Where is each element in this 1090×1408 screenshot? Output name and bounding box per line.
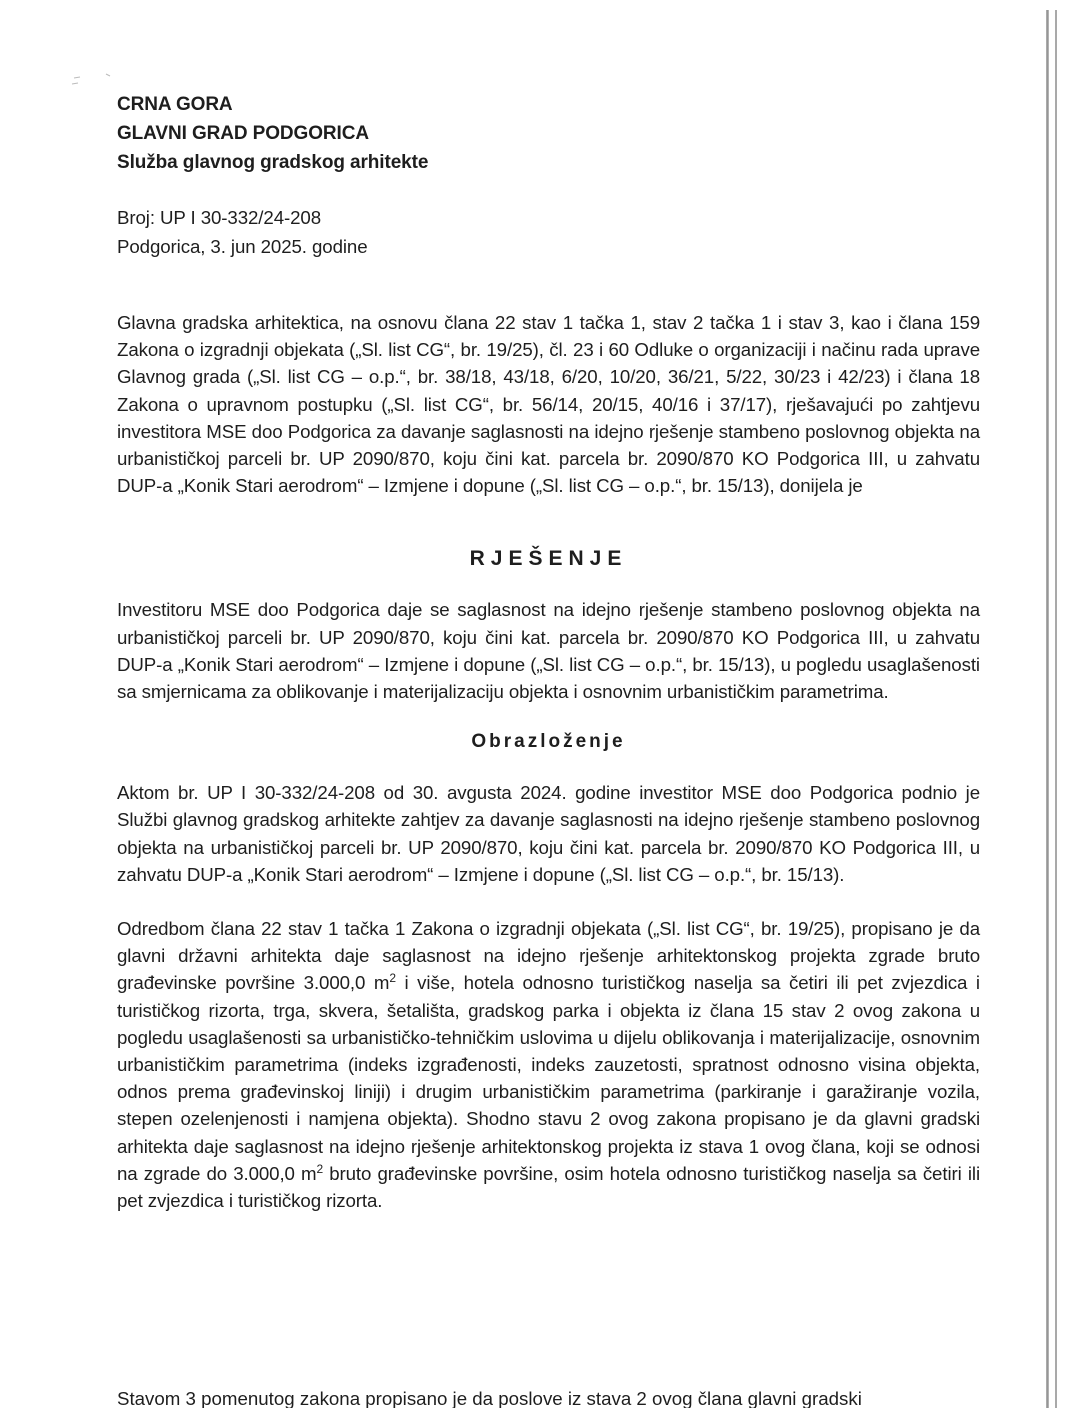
country-name: CRNA GORA <box>117 94 233 115</box>
intro-paragraph: Glavna gradska arhitektica, na osnovu člana 22 stav 1 tačka 1, stav 2 tačka 1 i stav 3, kao i člana 159 Zakona o izgradnji objekata („Sl. list CG“, br. 19/25), čl. 23 i 60 Odluke o organizaciji i načinu rada uprave Glavnog grada („Sl. list CG – o.p.“, br. 38/18, 43/18, 6/20, 10/20, 36/21, 5/22, 30/23 i 42/23) i člana 18 Zakona o upravnom postupku („Sl. list CG“, br. 56/14, 20/15, 40/16 i 37/17), rješavajući po zahtjevu investitora MSE doo Podgorica za davanje saglasnosti na idejno rješenje stambeno poslovnog objekta na urbanističkoj parceli br. UP 2090/870, koju čini kat. parcela br. 2090/870 KO Podgorica III, u zahvatu DUP-a „Konik Stari aerodrom“ – Izmjene i dopune („Sl. list CG – o.p.“, br. 15/13), donijela je <box>117 312 980 497</box>
scan-edge-line <box>1055 10 1057 1408</box>
decision-heading: RJEŠENJE <box>469 547 628 571</box>
reasoning-p2-part2: i više, hotela odnosno turističkog naselja sa četiri ili pet zvjezdica i turističkog rizorta, trga, skvera, šetališta, gradskog parka i objekta iz člana 15 stav 2 ovog zakona u pogledu usaglašenosti sa urbanističko-tehničkim uslovima u dijelu oblikovanja i materijalizacije, osnovnim urbanističkim parametrima (indeks izgrađenosti, indeks zauzetosti, spratnost odnosno visina objekta, odnos prema građevinskoj liniji) i drugim urbanističkim parametrima (parkiranje i garažiranje vozila, stepen ozelenjenosti i namjena objekta). Shodno stavu 2 ovog zakona propisano je da glavni gradski arhitekta daje saglasnost na idejno rješenje arhitektonskog projekta iz stava 1 ovog člana, koji se odnosi na zgrade do 3.000,0 m <box>117 972 980 1184</box>
scan-edge-shadow <box>1046 10 1049 1408</box>
document-page <box>117 90 980 1214</box>
case-number: Broj: UP I 30-332/24-208 <box>117 207 321 228</box>
document-meta <box>117 203 980 261</box>
document-date: Podgorica, 3. jun 2025. godine <box>117 236 368 257</box>
city-name: GLAVNI GRAD PODGORICA <box>117 123 369 144</box>
decision-paragraph: Investitoru MSE doo Podgorica daje se saglasnost na idejno rješenje stambeno poslovnog objekta na urbanističkoj parceli br. UP 2090/870, koju čini kat. parcela br. 2090/870 KO Podgorica III, u zahvatu DUP-a „Konik Stari aerodrom“ – Izmjene i dopune („Sl. list CG – o.p.“, br. 15/13), u pogledu usaglašenosti sa smjernicama za oblikovanje i materijalizaciju objekta i osnovnim urbanističkim parametrima. <box>117 599 980 703</box>
office-name: Služba glavnog gradskog arhitekte <box>117 152 429 173</box>
reasoning-paragraph-2 <box>117 915 980 1214</box>
reasoning-p2-part3: bruto građevinske površine, osim hotela odnosno turističkog naselja sa četiri ili pet zvjezdica i turističkog rizorta. <box>117 1162 980 1212</box>
superscript-1: 2 <box>389 971 396 986</box>
superscript-2: 2 <box>316 1161 324 1176</box>
cutoff-line-text: Stavom 3 pomenutog zakona propisano je da poslove iz stava 2 ovog člana glavni gradski <box>117 1389 862 1408</box>
cutoff-line <box>117 1389 980 1408</box>
letterhead <box>117 90 980 177</box>
reasoning-paragraph-1: Aktom br. UP I 30-332/24-208 od 30. avgusta 2024. godine investitor MSE doo Podgorica podnio je Službi glavnog gradskog arhitekte zahtjev za davanje saglasnosti na idejno rješenje stambeno poslovnog objekta na urbanističkoj parceli br. UP 2090/870, koju čini kat. parcela br. 2090/870 KO Podgorica III, u zahvatu DUP-a „Konik Stari aerodrom“ – Izmjene i dopune („Sl. list CG – o.p.“, br. 15/13). <box>117 782 980 885</box>
reasoning-p2-part1: Odredbom člana 22 stav 1 tačka 1 Zakona o izgradnji objekata („Sl. list CG“, br. 19/25), propisano je da glavni državni arhitekta daje saglasnost na idejno rješenje arhitektonskog projekta zgrade bruto građevinske površine 3.000,0 m <box>117 918 980 994</box>
reasoning-heading: Obrazloženje <box>471 731 626 753</box>
